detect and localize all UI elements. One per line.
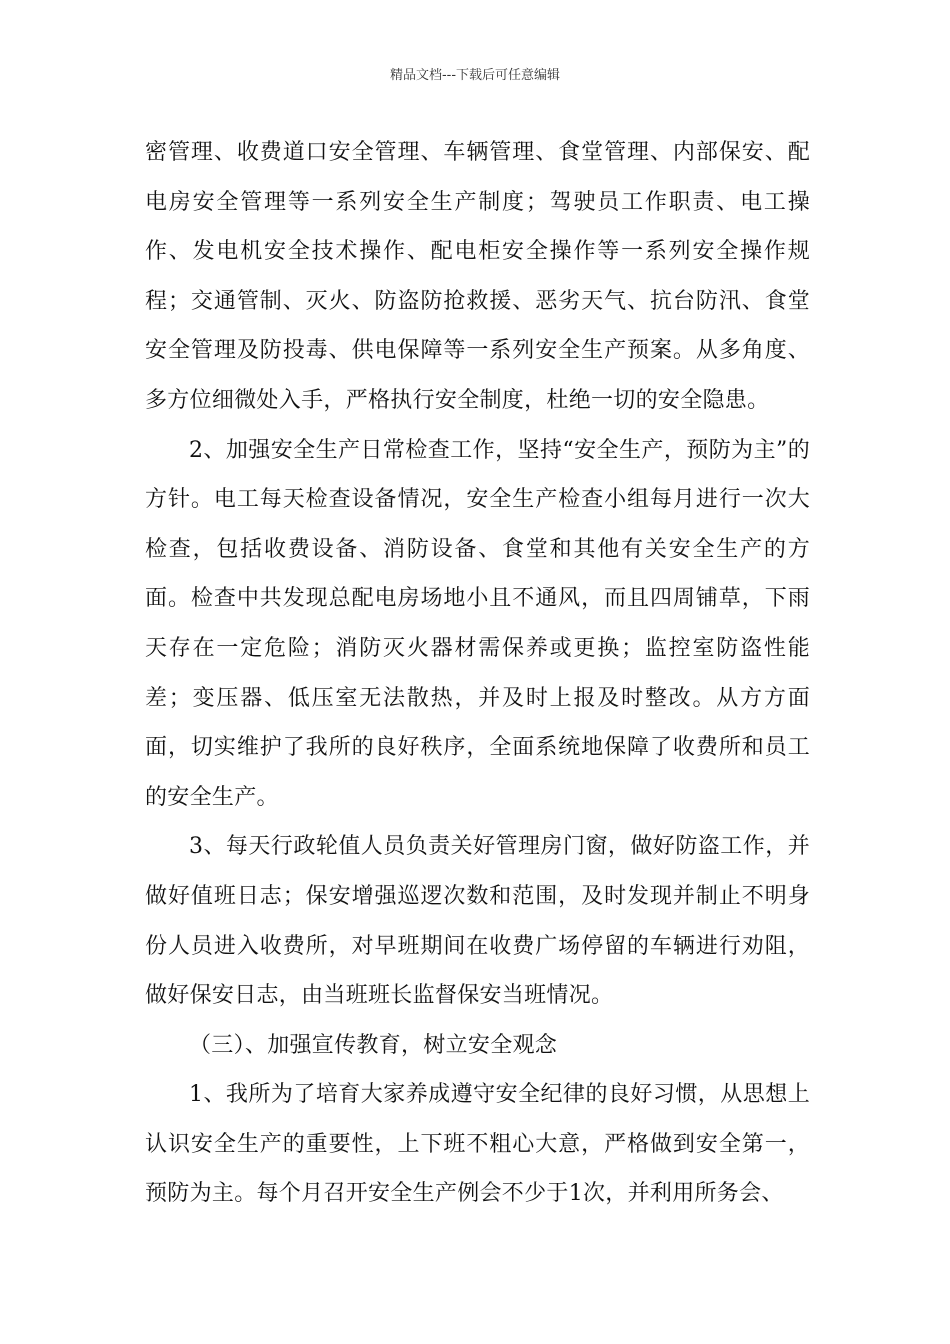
document-body: [145, 128, 810, 1219]
paragraph-item-2: 2、加强安全生产日常检查工作，坚持“安全生产，预防为主”的方针。电工每天检查设备情况，安全生产检查小组每月进行一次大检查，包括收费设备、消防设备、食堂和其他有关安全生产的方面。检查中共发现总配电房场地小且不通风，而且四周铺草，下雨天存在一定危险；消防灭火器材需保养或更换；监控室防盗性能差；变压器、低压室无法散热，并及时上报及时整改。从方方面面，切实维护了我所的良好秩序，全面系统地保障了收费所和员工的安全生产。: [145, 437, 810, 810]
page-header: 精品文档---下载后可任意编辑: [389, 68, 561, 83]
section-heading-3: （三）、加强宣传教育，树立安全观念: [189, 1032, 558, 1058]
paragraph-item-3: 3、每天行政轮值人员负责关好管理房门窗，做好防盗工作，并做好值班日志；保安增强巡逻次数和范围，及时发现并制止不明身份人员进入收费所，对早班期间在收费广场停留的车辆进行劝阻，做好保安日志，由当班班长监督保安当班情况。: [145, 834, 810, 1009]
paragraph-item-1: 1、我所为了培育大家养成遵守安全纪律的良好习惯，从思想上认识安全生产的重要性，上下班不粗心大意，严格做到安全第一，预防为主。每个月召开安全生产例会不少于1次，并利用所务会、: [145, 1082, 810, 1207]
paragraph-continuation: 密管理、收费道口安全管理、车辆管理、食堂管理、内部保安、配电房安全管理等一系列安全生产制度；驾驶员工作职责、电工操作、发电机安全技术操作、配电柜安全操作等一系列安全操作规程；交通管制、灭火、防盗防抢救援、恶劣天气、抗台防汛、食堂安全管理及防投毒、供电保障等一系列安全生产预案。从多角度、多方位细微处入手，严格执行安全制度，杜绝一切的安全隐患。: [145, 140, 810, 413]
